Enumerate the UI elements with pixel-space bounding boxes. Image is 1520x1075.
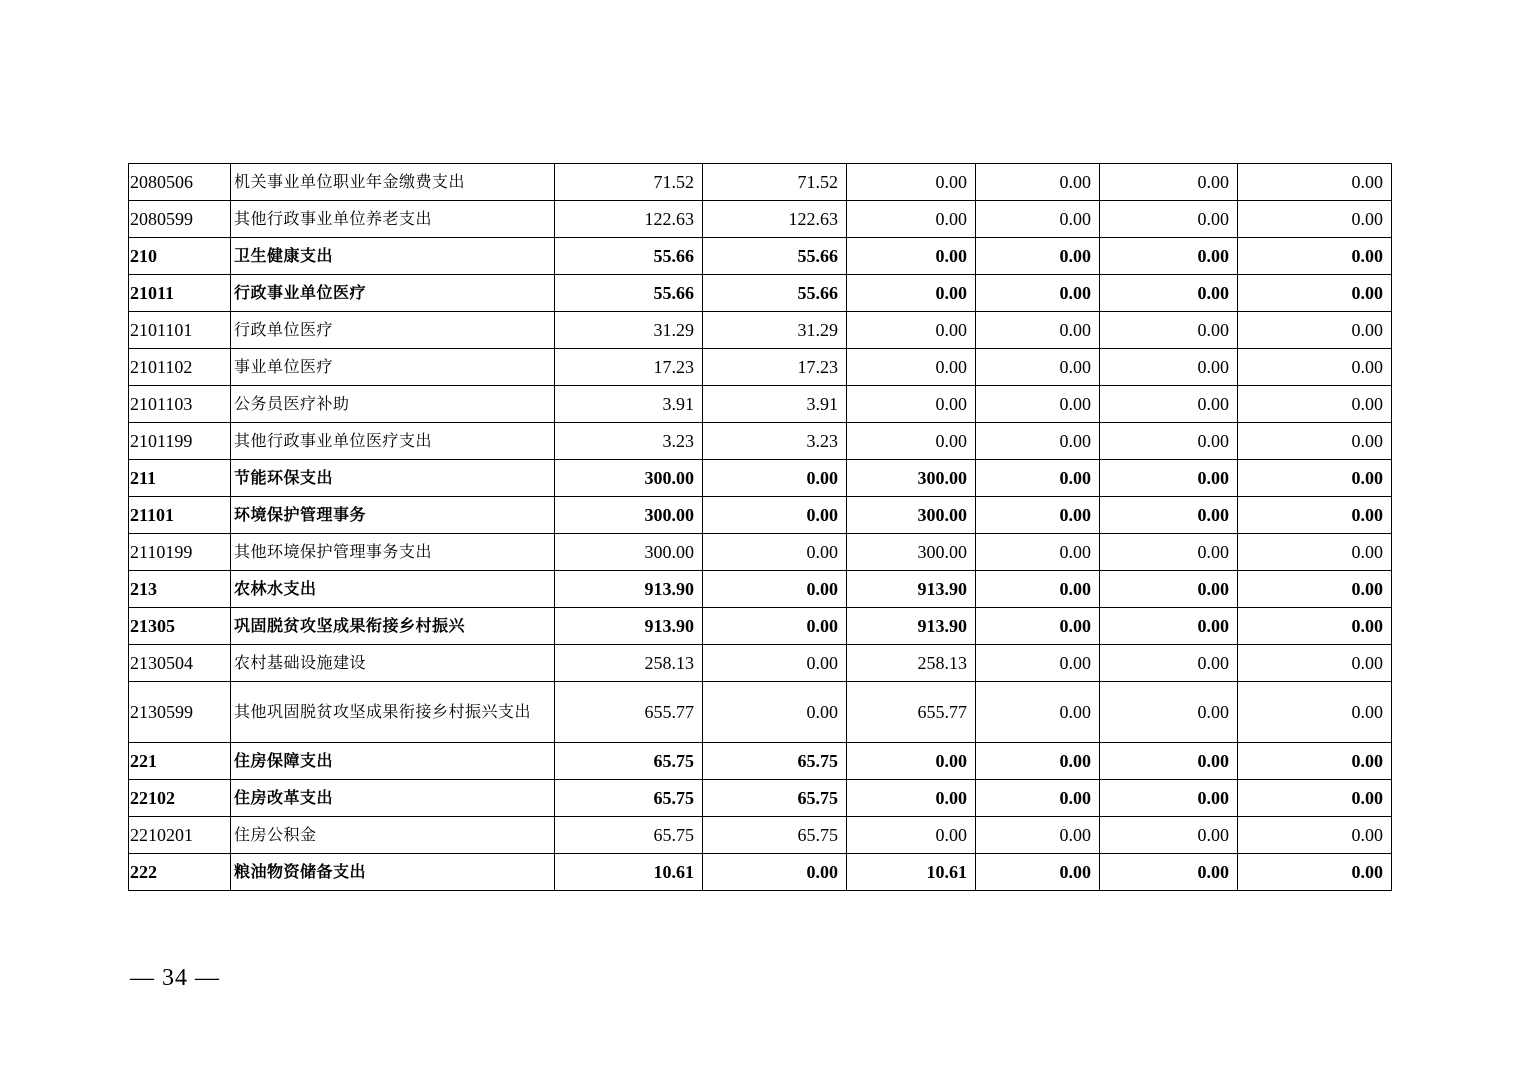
row-value-cell: 0.00 <box>847 817 976 854</box>
row-code-cell: 222 <box>129 854 231 891</box>
row-value-cell: 0.00 <box>1238 780 1392 817</box>
row-value-cell: 0.00 <box>976 743 1100 780</box>
row-value-cell: 0.00 <box>1238 349 1392 386</box>
row-value-cell: 71.52 <box>703 164 847 201</box>
table-row <box>129 238 1392 275</box>
row-value-cell: 122.63 <box>703 201 847 238</box>
row-name-cell: 行政单位医疗 <box>231 312 555 349</box>
row-value-cell: 0.00 <box>847 238 976 275</box>
row-value-cell: 17.23 <box>703 349 847 386</box>
row-value-cell: 122.63 <box>555 201 703 238</box>
table-row <box>129 201 1392 238</box>
row-value-cell: 300.00 <box>555 460 703 497</box>
row-value-cell: 0.00 <box>976 164 1100 201</box>
page-number: — 34 — <box>130 965 220 991</box>
row-value-cell: 65.75 <box>703 780 847 817</box>
row-value-cell: 31.29 <box>703 312 847 349</box>
row-name-cell: 行政事业单位医疗 <box>231 275 555 312</box>
row-value-cell: 0.00 <box>847 201 976 238</box>
row-value-cell: 0.00 <box>847 743 976 780</box>
row-value-cell: 913.90 <box>555 571 703 608</box>
row-value-cell: 0.00 <box>1100 645 1238 682</box>
row-value-cell: 258.13 <box>555 645 703 682</box>
row-code-cell: 2080599 <box>129 201 231 238</box>
row-name-cell: 住房改革支出 <box>231 780 555 817</box>
row-value-cell: 655.77 <box>847 682 976 743</box>
row-value-cell: 0.00 <box>1238 854 1392 891</box>
row-value-cell: 0.00 <box>1238 238 1392 275</box>
row-value-cell: 55.66 <box>703 238 847 275</box>
row-value-cell: 0.00 <box>1100 608 1238 645</box>
row-value-cell: 0.00 <box>1100 534 1238 571</box>
row-name-cell: 住房公积金 <box>231 817 555 854</box>
row-value-cell: 3.23 <box>703 423 847 460</box>
row-value-cell: 0.00 <box>1238 645 1392 682</box>
table-row <box>129 460 1392 497</box>
row-value-cell: 0.00 <box>1100 386 1238 423</box>
table-row <box>129 645 1392 682</box>
row-name-cell: 公务员医疗补助 <box>231 386 555 423</box>
row-value-cell: 0.00 <box>1238 743 1392 780</box>
row-value-cell: 0.00 <box>1100 423 1238 460</box>
row-value-cell: 0.00 <box>1100 743 1238 780</box>
row-value-cell: 300.00 <box>847 460 976 497</box>
table-row <box>129 275 1392 312</box>
row-code-cell: 2101102 <box>129 349 231 386</box>
row-name-cell: 其他行政事业单位养老支出 <box>231 201 555 238</box>
row-name-cell: 其他行政事业单位医疗支出 <box>231 423 555 460</box>
row-value-cell: 0.00 <box>703 682 847 743</box>
row-value-cell: 17.23 <box>555 349 703 386</box>
row-code-cell: 21011 <box>129 275 231 312</box>
row-value-cell: 300.00 <box>847 534 976 571</box>
row-value-cell: 0.00 <box>1238 571 1392 608</box>
row-value-cell: 0.00 <box>1238 534 1392 571</box>
row-code-cell: 22102 <box>129 780 231 817</box>
row-value-cell: 0.00 <box>976 645 1100 682</box>
row-value-cell: 0.00 <box>976 349 1100 386</box>
row-value-cell: 0.00 <box>976 780 1100 817</box>
row-code-cell: 2110199 <box>129 534 231 571</box>
row-code-cell: 210 <box>129 238 231 275</box>
row-value-cell: 0.00 <box>1100 817 1238 854</box>
row-value-cell: 0.00 <box>976 682 1100 743</box>
budget-table <box>128 163 1392 891</box>
row-value-cell: 65.75 <box>703 743 847 780</box>
row-value-cell: 0.00 <box>976 571 1100 608</box>
row-value-cell: 55.66 <box>555 275 703 312</box>
row-code-cell: 2130504 <box>129 645 231 682</box>
row-name-cell: 卫生健康支出 <box>231 238 555 275</box>
row-value-cell: 0.00 <box>976 608 1100 645</box>
row-value-cell: 71.52 <box>555 164 703 201</box>
row-value-cell: 0.00 <box>703 497 847 534</box>
row-value-cell: 0.00 <box>976 386 1100 423</box>
row-value-cell: 0.00 <box>847 164 976 201</box>
row-code-cell: 2101101 <box>129 312 231 349</box>
row-value-cell: 10.61 <box>847 854 976 891</box>
row-code-cell: 2080506 <box>129 164 231 201</box>
row-name-cell: 粮油物资储备支出 <box>231 854 555 891</box>
row-value-cell: 0.00 <box>1100 682 1238 743</box>
row-value-cell: 0.00 <box>1238 817 1392 854</box>
row-value-cell: 300.00 <box>847 497 976 534</box>
row-value-cell: 300.00 <box>555 534 703 571</box>
table-row <box>129 608 1392 645</box>
row-value-cell: 0.00 <box>1238 275 1392 312</box>
row-value-cell: 0.00 <box>1100 780 1238 817</box>
row-value-cell: 3.91 <box>703 386 847 423</box>
table-row <box>129 817 1392 854</box>
row-value-cell: 0.00 <box>976 275 1100 312</box>
row-value-cell: 0.00 <box>976 460 1100 497</box>
row-value-cell: 0.00 <box>1238 682 1392 743</box>
row-code-cell: 2130599 <box>129 682 231 743</box>
row-value-cell: 0.00 <box>1100 571 1238 608</box>
table-row <box>129 743 1392 780</box>
row-name-cell: 巩固脱贫攻坚成果衔接乡村振兴 <box>231 608 555 645</box>
table-body <box>129 164 1392 891</box>
row-value-cell: 655.77 <box>555 682 703 743</box>
table-row <box>129 423 1392 460</box>
row-value-cell: 55.66 <box>703 275 847 312</box>
row-value-cell: 0.00 <box>703 645 847 682</box>
row-value-cell: 0.00 <box>976 238 1100 275</box>
row-code-cell: 221 <box>129 743 231 780</box>
row-code-cell: 2210201 <box>129 817 231 854</box>
row-value-cell: 0.00 <box>1100 275 1238 312</box>
table-row <box>129 312 1392 349</box>
row-value-cell: 0.00 <box>1238 312 1392 349</box>
row-value-cell: 0.00 <box>847 386 976 423</box>
row-value-cell: 0.00 <box>1238 423 1392 460</box>
row-value-cell: 0.00 <box>1238 164 1392 201</box>
row-code-cell: 2101103 <box>129 386 231 423</box>
row-value-cell: 0.00 <box>1100 164 1238 201</box>
row-value-cell: 0.00 <box>703 460 847 497</box>
row-value-cell: 3.91 <box>555 386 703 423</box>
row-value-cell: 3.23 <box>555 423 703 460</box>
row-code-cell: 21101 <box>129 497 231 534</box>
row-value-cell: 300.00 <box>555 497 703 534</box>
row-name-cell: 农村基础设施建设 <box>231 645 555 682</box>
row-value-cell: 0.00 <box>1100 497 1238 534</box>
row-name-cell: 环境保护管理事务 <box>231 497 555 534</box>
row-value-cell: 10.61 <box>555 854 703 891</box>
row-name-cell: 住房保障支出 <box>231 743 555 780</box>
row-value-cell: 55.66 <box>555 238 703 275</box>
row-value-cell: 0.00 <box>703 854 847 891</box>
row-value-cell: 0.00 <box>1238 386 1392 423</box>
row-value-cell: 0.00 <box>976 854 1100 891</box>
row-value-cell: 0.00 <box>847 423 976 460</box>
row-value-cell: 0.00 <box>847 780 976 817</box>
row-name-cell: 农林水支出 <box>231 571 555 608</box>
row-code-cell: 2101199 <box>129 423 231 460</box>
row-value-cell: 0.00 <box>1100 854 1238 891</box>
row-value-cell: 0.00 <box>847 275 976 312</box>
row-value-cell: 0.00 <box>1238 460 1392 497</box>
table-row <box>129 682 1392 743</box>
row-name-cell: 事业单位医疗 <box>231 349 555 386</box>
row-value-cell: 913.90 <box>555 608 703 645</box>
row-value-cell: 65.75 <box>555 780 703 817</box>
row-value-cell: 0.00 <box>1100 460 1238 497</box>
row-code-cell: 211 <box>129 460 231 497</box>
row-value-cell: 0.00 <box>976 423 1100 460</box>
row-value-cell: 0.00 <box>976 201 1100 238</box>
table-row <box>129 854 1392 891</box>
row-value-cell: 0.00 <box>703 608 847 645</box>
row-value-cell: 0.00 <box>1238 608 1392 645</box>
row-value-cell: 0.00 <box>1100 201 1238 238</box>
row-value-cell: 913.90 <box>847 571 976 608</box>
row-value-cell: 0.00 <box>703 534 847 571</box>
row-value-cell: 65.75 <box>555 743 703 780</box>
row-value-cell: 0.00 <box>847 312 976 349</box>
table-row <box>129 780 1392 817</box>
row-value-cell: 31.29 <box>555 312 703 349</box>
row-value-cell: 0.00 <box>976 497 1100 534</box>
row-value-cell: 0.00 <box>1238 201 1392 238</box>
row-value-cell: 0.00 <box>976 817 1100 854</box>
row-value-cell: 0.00 <box>1100 238 1238 275</box>
row-value-cell: 0.00 <box>1100 312 1238 349</box>
table-row <box>129 534 1392 571</box>
table-row <box>129 497 1392 534</box>
table-row <box>129 386 1392 423</box>
row-value-cell: 65.75 <box>555 817 703 854</box>
row-value-cell: 0.00 <box>976 534 1100 571</box>
row-value-cell: 0.00 <box>1100 349 1238 386</box>
row-value-cell: 0.00 <box>976 312 1100 349</box>
row-value-cell: 0.00 <box>1238 497 1392 534</box>
table-row <box>129 349 1392 386</box>
row-name-cell: 其他巩固脱贫攻坚成果衔接乡村振兴支出 <box>231 682 555 743</box>
row-value-cell: 913.90 <box>847 608 976 645</box>
row-code-cell: 213 <box>129 571 231 608</box>
row-value-cell: 0.00 <box>703 571 847 608</box>
row-name-cell: 机关事业单位职业年金缴费支出 <box>231 164 555 201</box>
row-value-cell: 65.75 <box>703 817 847 854</box>
row-code-cell: 21305 <box>129 608 231 645</box>
row-name-cell: 其他环境保护管理事务支出 <box>231 534 555 571</box>
table-row <box>129 571 1392 608</box>
table-row <box>129 164 1392 201</box>
row-value-cell: 258.13 <box>847 645 976 682</box>
row-name-cell: 节能环保支出 <box>231 460 555 497</box>
row-value-cell: 0.00 <box>847 349 976 386</box>
